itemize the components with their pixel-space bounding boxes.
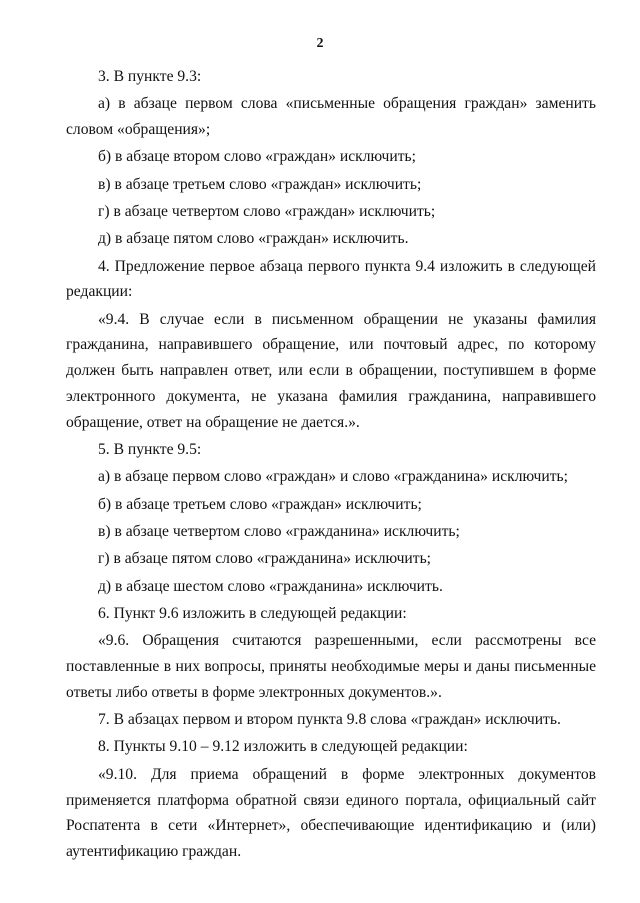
item-5d: г) в абзаце пятом слово «гражданина» исключить; xyxy=(98,550,432,568)
item-5e: д) в абзаце шестом слово «гражданина» исключить. xyxy=(98,577,443,595)
item-3e: д) в абзаце пятом слово «граждан» исключить. xyxy=(98,230,409,248)
item-3-heading: 3. В пункте 9.3: xyxy=(98,68,202,85)
item-8-heading: 8. Пункты 9.10 – 9.12 изложить в следующей редакции: xyxy=(98,738,468,756)
page-number: 2 xyxy=(316,36,324,51)
item-3c: в) в абзаце третьем слово «граждан» исключить; xyxy=(98,175,422,193)
item-5-heading: 5. В пункте 9.5: xyxy=(98,441,202,459)
item-4-heading: 4. Предложение первое абзаца первого пункта 9.4 изложить в следующей редакции: xyxy=(66,257,596,301)
item-3a: а) в абзаце первом слова «письменные обращения граждан» заменить словом «обращения»; xyxy=(66,95,596,139)
item-7: 7. В абзацах первом и втором пункта 9.8 слова «граждан» исключить. xyxy=(98,711,561,729)
item-6-heading: 6. Пункт 9.6 изложить в следующей редакции: xyxy=(98,604,407,622)
item-5a: а) в абзаце первом слово «граждан» и слово «гражданина» исключить; xyxy=(98,468,569,486)
item-5c: в) в абзаце четвертом слово «гражданина» исключить; xyxy=(98,523,460,541)
item-6-quote: «9.6. Обращения считаются разрешенными, если рассмотрены все поставленные в них вопросы, приняты необходимые меры и даны письменные ответы либо ответы в форме электронных документов.». xyxy=(66,632,596,701)
item-4-quote: «9.4. В случае если в письменном обращении не указаны фамилия гражданина, направившего обращение, или почтовый адрес, по которому должен быть направлен ответ, или если в обращении, поступившем в форме электронного документа, не указана фамилия гражданина, направившего обращение, ответ на обращение не дается.». xyxy=(66,310,596,431)
item-5b: б) в абзаце третьем слово «граждан» исключить; xyxy=(98,495,422,513)
item-8-quote: «9.10. Для приема обращений в форме электронных документов применяется платформа обратной связи единого портала, официальный сайт Роспатента в сети «Интернет», обеспечивающие идентификацию и (или) аутентификацию граждан. xyxy=(66,765,596,861)
item-3b: б) в абзаце втором слово «граждан» исключить; xyxy=(98,148,416,166)
document-body xyxy=(66,64,596,865)
item-3d: г) в абзаце четвертом слово «граждан» исключить; xyxy=(98,202,436,220)
